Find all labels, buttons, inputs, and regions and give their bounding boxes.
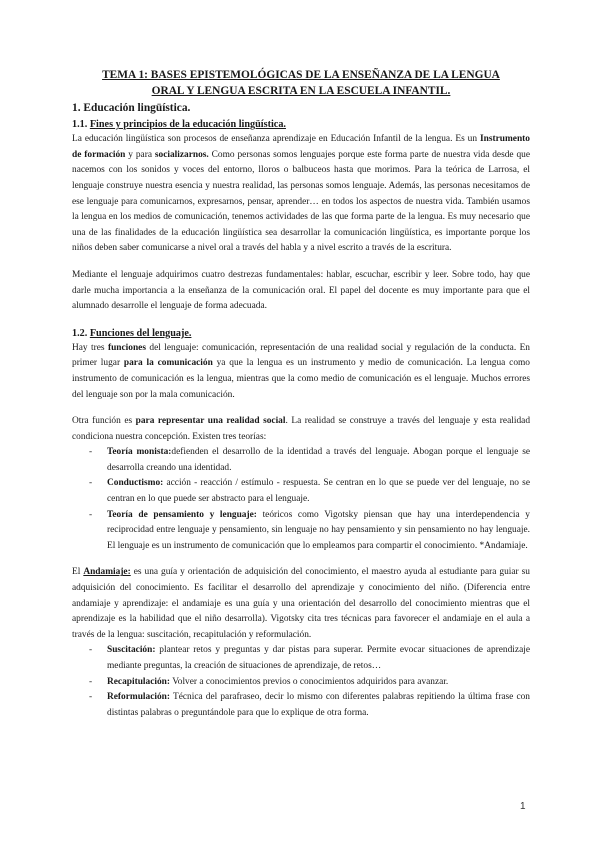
list-item <box>72 643 530 674</box>
spacer <box>72 257 530 268</box>
bullet-dash: - <box>89 692 93 703</box>
subsection-number: 1.2. <box>72 327 90 339</box>
bold-term: funciones <box>107 342 146 353</box>
bold-term: socializarnos. <box>154 149 209 160</box>
list-item <box>72 690 530 721</box>
text-run: acción - reacción / estímulo - respuesta. Se centran en lo que se puede ver del lenguaje, no se centran en lo que puede ser abstracto para el lenguaje. <box>107 478 530 505</box>
bold-term: Reformulación: <box>107 692 171 703</box>
text-run: La educación lingüística son procesos de enseñanza aprendizaje en Educación Infantil de la lengua. Es un <box>72 134 480 145</box>
list-item <box>72 675 530 691</box>
page-number: 1 <box>520 801 526 812</box>
text-run: defienden el desarrollo de la identidad a través del lenguaje. Abogan porque el lenguaje se desarrolla creando una identidad. <box>107 447 531 473</box>
subsection-heading-1-1 <box>72 117 530 132</box>
list-item <box>72 476 530 507</box>
text-run: Volver a conocimientos previos o conocimientos adquiridos para avanzar. <box>170 676 449 687</box>
bullet-dash: - <box>89 676 93 687</box>
bold-term: para representar una realidad social <box>135 416 286 427</box>
text-run: y para <box>125 149 155 160</box>
text-run: ya que la lengua es un instrumento y medio de comunicación. La lengua como instrumento de comunicación es la lengua, mientras que la como medio de comunicación es el lenguaje. Muchos errores del lenguaje son por la mala comunicación. <box>72 358 530 400</box>
text-run: Otra función es <box>72 416 136 427</box>
bold-term: Suscitación: <box>107 645 156 656</box>
spacer <box>72 403 530 414</box>
theories-list <box>72 445 530 554</box>
subsection-heading-1-2 <box>72 326 530 341</box>
title-line-1: TEMA 1: BASES EPISTEMOLÓGICAS DE LA ENSEÑANZA DE LA LENGUA <box>102 69 500 81</box>
techniques-list <box>72 643 530 721</box>
spacer <box>72 554 530 565</box>
bullet-dash: - <box>89 478 93 489</box>
paragraph-social-reality <box>72 414 530 445</box>
bold-term: Teoría de pensamiento y lenguaje: <box>107 509 257 520</box>
title-line-2: ORAL Y LENGUA ESCRITA EN LA ESCUELA INFANTIL. <box>151 84 451 97</box>
bold-term: Andamiaje: <box>83 567 131 578</box>
bold-term: Conductismo: <box>107 478 164 489</box>
list-item <box>72 508 530 555</box>
document-title <box>72 68 530 99</box>
text-run: Hay tres <box>72 342 108 353</box>
bold-term: Recapitulación: <box>107 676 171 687</box>
text-run: . La realidad se construye a través del lenguaje y esta realidad condiciona nuestra concepción. Existen tres teorías: <box>72 416 531 442</box>
subsection-title: Fines y principios de la educación lingüística. <box>89 119 286 131</box>
paragraph-functions <box>72 341 530 403</box>
spacer <box>72 315 530 326</box>
bullet-dash: - <box>89 447 93 458</box>
subsection-number: 1.1. <box>72 119 90 131</box>
bold-term: para la comunicación <box>123 358 213 369</box>
text-run: El <box>72 567 84 578</box>
text-run: Como personas somos lenguajes porque este forma parte de nuestra vida desde que nacemos con los sonidos y voces del entorno, lloros o balbuceos hasta que morimos. Para la teórica de Larrosa, el lenguaje construye nuestra esencia y nuestra realidad, las personas somos lenguaje. Además, las personas necesitamos de ese lenguaje para comunicarnos, expresarnos, pensar, aprender… en todos los aspectos de nuestra vida. También usamos la lengua en los medios de comunicación, tenemos actividades de las que forma parte de la lengua. Es muy necesario que una de las finalidades de la educación lingüística sea desarrollar la comunicación lingüística, es importante porque los niños deben saber comunicarse a nivel oral a través del habla y a nivel escrito a través de la escritura. <box>72 149 531 254</box>
bullet-dash: - <box>89 645 93 656</box>
section-heading-1: 1. Educación lingüística. <box>72 102 191 115</box>
list-item <box>72 445 530 476</box>
paragraph-scaffolding <box>72 565 530 643</box>
paragraph-skills: Mediante el lenguaje adquirimos cuatro destrezas fundamentales: hablar, escuchar, escribir y leer. Sobre todo, hay que darle mucha importancia a la enseñanza de la comunicación oral. El papel del docente es muy importante para que el alumnado desarrolle el lenguaje de forma adecuada. <box>72 269 530 312</box>
text-run: del lenguaje: comunicación, representación de una realidad social y regulación de la conducta. En primer lugar <box>72 342 530 369</box>
bullet-dash: - <box>89 509 93 520</box>
text-run: plantear retos y preguntas y dar pistas para superar. Permite evocar situaciones de aprendizaje mediante preguntas, la creación de situaciones de aprendizaje, de retos… <box>107 645 530 671</box>
paragraph-education <box>72 132 530 257</box>
text-run: es una guía y orientación de adquisición del conocimiento, el maestro ayuda al estudiante para guiar su adquisición del conocimiento. Es facilitar el desarrollo del aprendizaje y conocimiento del niño. (Diferencia entre andamiaje y aprendizaje: el andamiaje es una guía y una orientación del desarrollo del conocimiento mientras que el aprendizaje es la habilidad que el niño desarrolla). Vigotsky cita tres técnicas para favorecer el andamiaje en el aula a través de la lengua: suscitación, recapitulación y reformulación. <box>72 567 530 640</box>
text-run: teóricos como Vigotsky piensan que hay una interdependencia y reciprocidad entre lenguaje y pensamiento, sin lenguaje no hay pensamiento y sin pensamiento no hay lenguaje. El lenguaje es un instrumento de comunicación que lo empleamos para compartir el conocimiento. *Andamiaje. <box>107 509 530 551</box>
document-content <box>72 68 530 721</box>
bold-term: Teoría monista: <box>107 447 172 458</box>
subsection-title: Funciones del lenguaje. <box>89 327 192 339</box>
text-run: Técnica del parafraseo, decir lo mismo con diferentes palabras repitiendo la última frase con distintas palabras o preguntándole para que lo explique de otra forma. <box>107 692 530 718</box>
bold-term: Instrumento de formación <box>72 134 530 160</box>
